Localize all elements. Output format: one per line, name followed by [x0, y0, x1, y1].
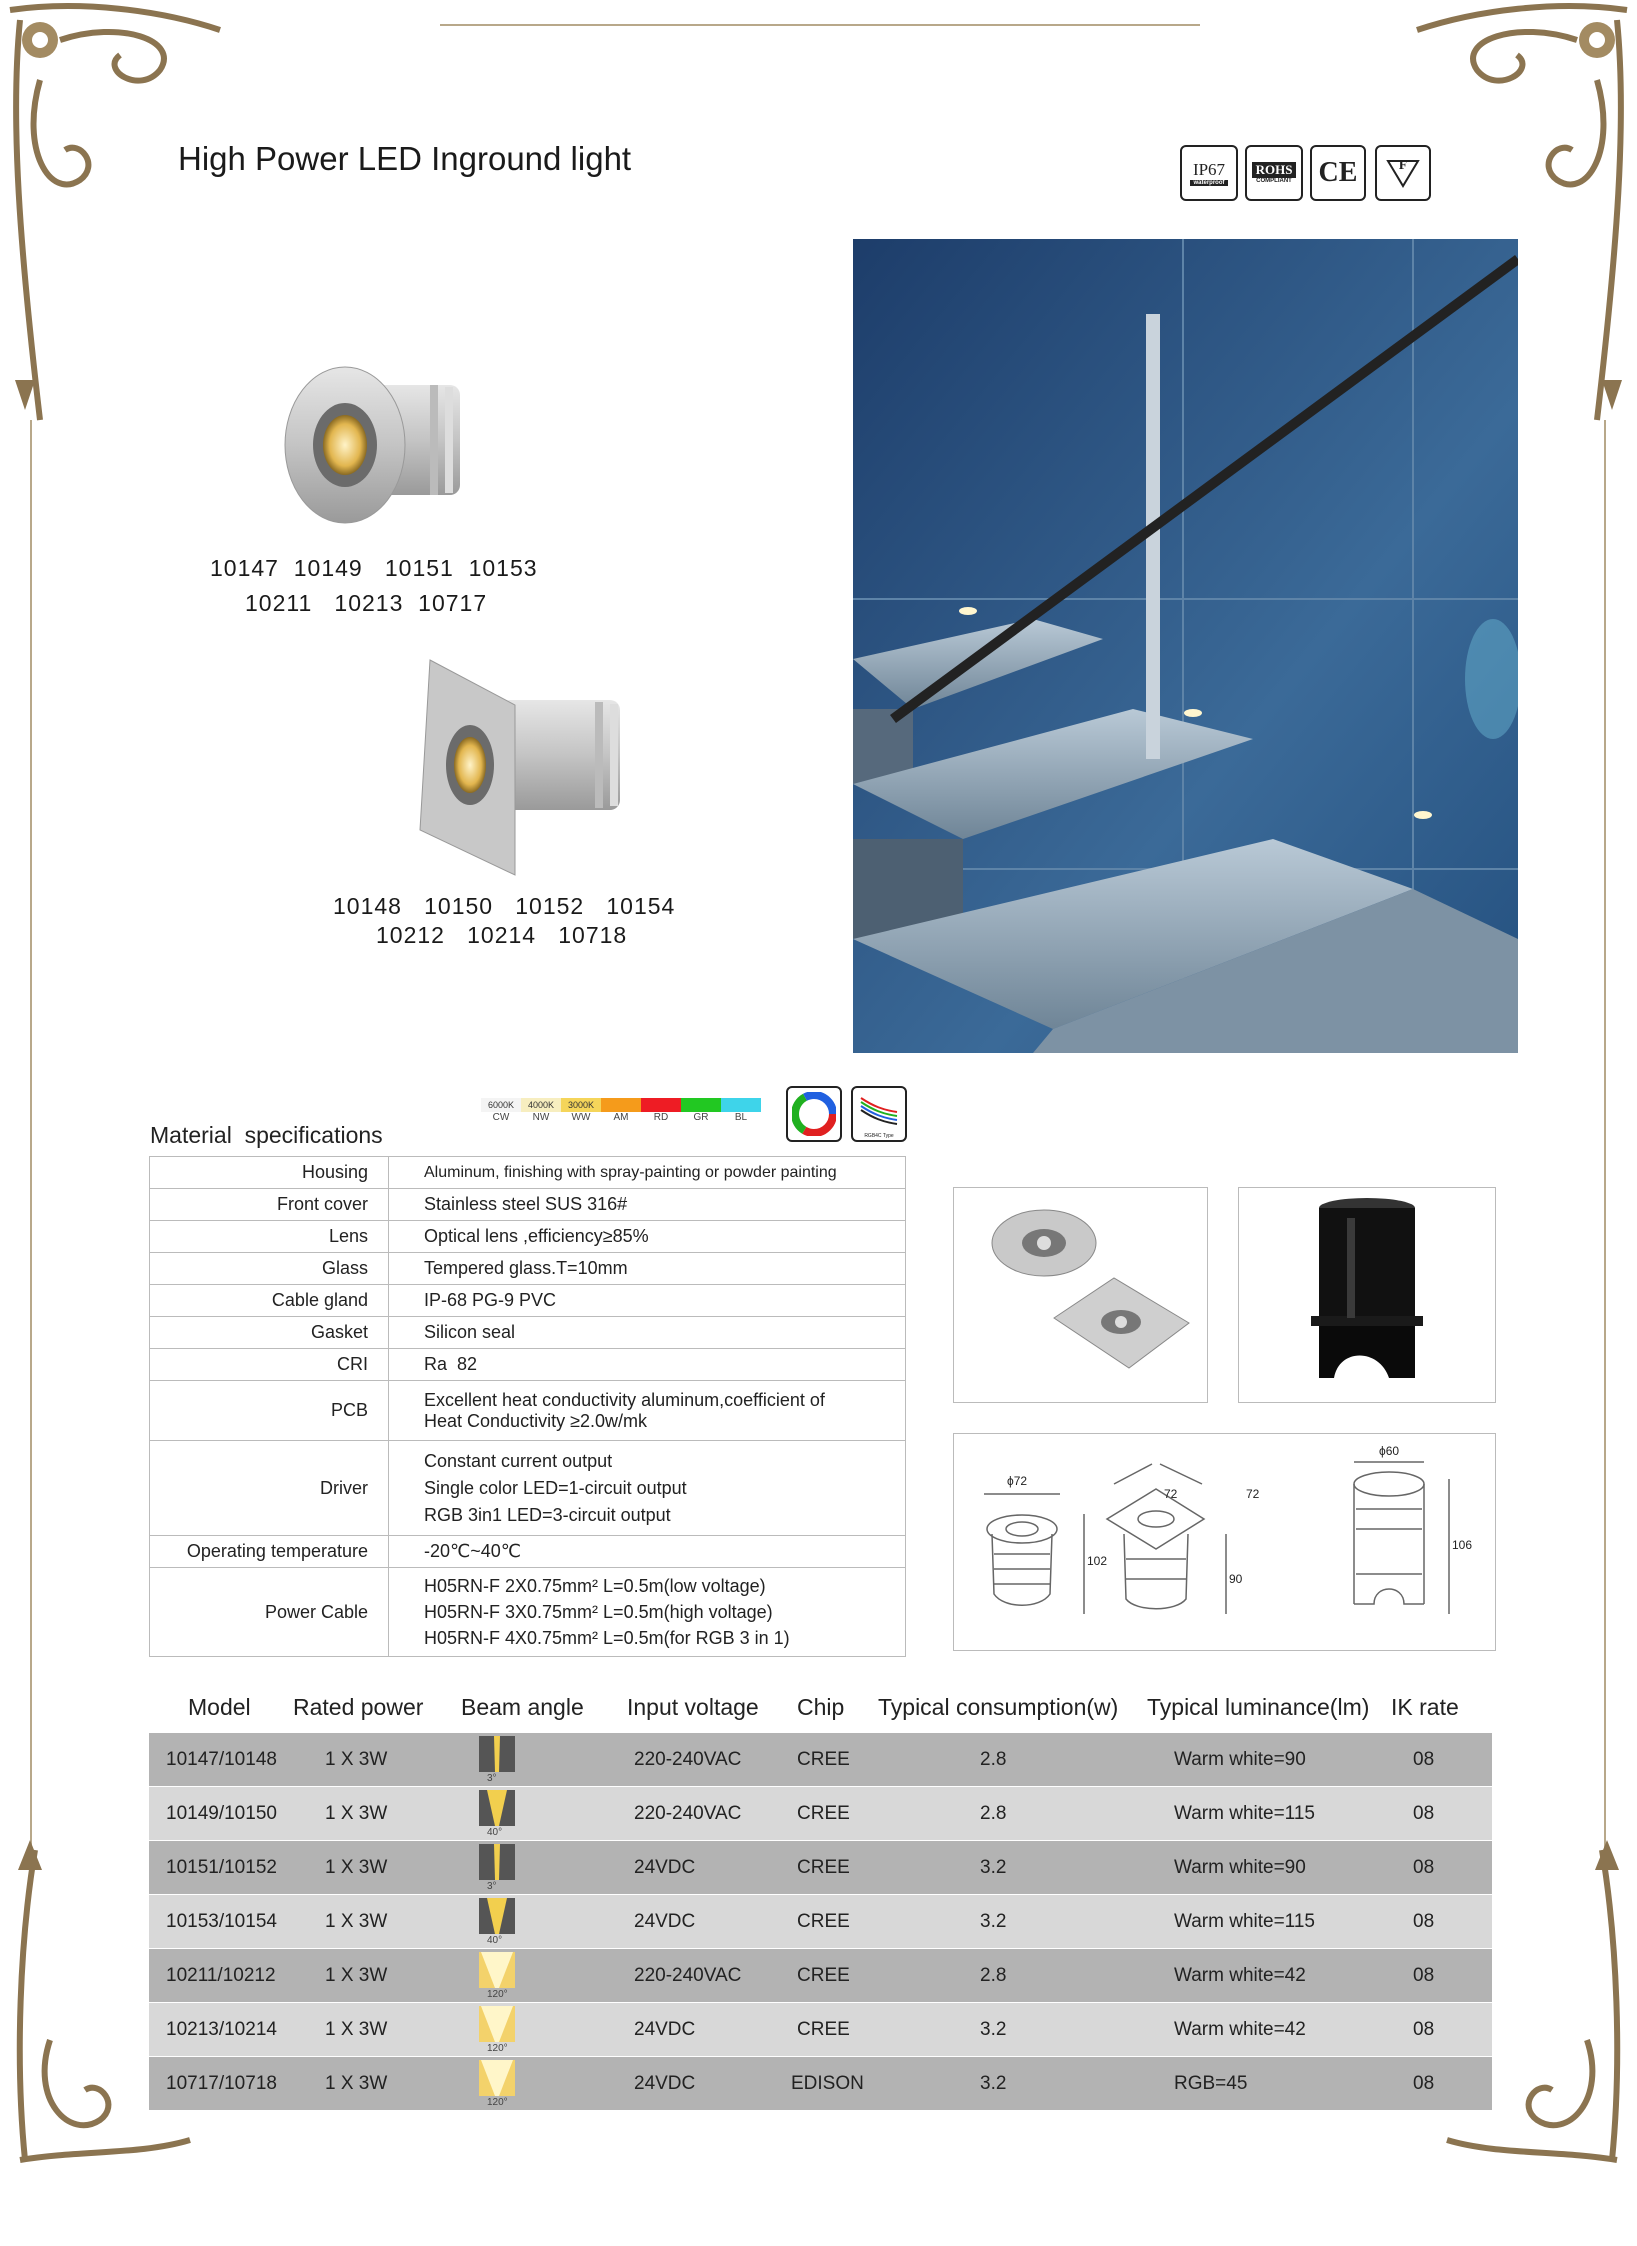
round-models-line2: 10211 10213 10717: [245, 590, 488, 616]
cell-rated-power: 1 X 3W: [325, 1965, 388, 1986]
swatch-row: [481, 1098, 761, 1112]
round-product-image: [260, 355, 490, 555]
spec-value: Silicon seal: [389, 1317, 906, 1349]
spec-row-front-cover: [150, 1189, 906, 1221]
spec-row-lens: [150, 1221, 906, 1253]
beam-angle-label: 120°: [487, 2043, 508, 2054]
spec-value: Ra 82: [389, 1349, 906, 1381]
spec-value-line: Constant current output: [424, 1450, 613, 1471]
spec-key: Operating temperature: [150, 1536, 389, 1568]
cell-rated-power: 1 X 3W: [325, 1803, 388, 1824]
cell-luminance: Warm white=42: [1174, 2019, 1306, 2040]
cable-wires-icon: [853, 1088, 905, 1128]
cell-chip: CREE: [797, 1749, 850, 1770]
beam-angle-label: 3°: [487, 1773, 497, 1784]
staircase-photo: [853, 239, 1518, 1053]
header-ik-rate: IK rate: [1391, 1694, 1459, 1720]
cell-ik-rate: 08: [1413, 1965, 1435, 1986]
header-rated-power: Rated power: [293, 1694, 424, 1720]
ornament-top-left: [0, 0, 230, 430]
cell-luminance: Warm white=115: [1174, 1803, 1315, 1824]
spec-row-power-cable: [150, 1568, 906, 1657]
beam-cone: [494, 1736, 500, 1772]
dim-square-side-b: 72: [1246, 1487, 1260, 1501]
rohs-badge: [1245, 145, 1303, 201]
cell-rated-power: 1 X 3W: [325, 1911, 388, 1932]
cell-rated-power: 1 X 3W: [325, 2073, 388, 2094]
spec-key: Housing: [150, 1157, 389, 1189]
embedded-sleeve-image: [1239, 1188, 1495, 1402]
cell-input-voltage: 24VDC: [634, 2073, 696, 2094]
spec-value-line: Heat Conductivity ≥2.0w/mk: [424, 1410, 647, 1431]
table-row: [149, 1787, 1492, 1840]
embedded-sleeve-photo: [1238, 1187, 1496, 1403]
cell-chip: EDISON: [791, 2073, 864, 2094]
swatch-gr: [681, 1098, 721, 1112]
frame-right-line: [1604, 420, 1606, 1850]
beam-angle-label: 40°: [487, 1827, 503, 1838]
spec-key: Glass: [150, 1253, 389, 1285]
swatch-label-rd: RD: [653, 1112, 669, 1123]
spec-value-line: H05RN-F 4X0.75mm² L=0.5m(for RGB 3 in 1): [424, 1628, 790, 1648]
material-spec-table: [149, 1156, 906, 1657]
beam-cone: [494, 1844, 500, 1880]
rohs-sub-label: COMPLIANT: [1256, 178, 1292, 184]
cell-model: 10211/10212: [166, 1965, 276, 1986]
spec-value-line: H05RN-F 3X0.75mm² L=0.5m(high voltage): [424, 1602, 773, 1622]
cell-luminance: Warm white=90: [1174, 1857, 1306, 1878]
cell-chip: CREE: [797, 1803, 850, 1824]
table-row: [149, 1895, 1492, 1948]
dim-round-diameter: ϕ72: [1007, 1474, 1028, 1488]
header-beam-angle: Beam angle: [461, 1694, 584, 1720]
spec-value-line: Excellent heat conductivity aluminum,coefficient of: [424, 1389, 825, 1410]
spec-row-housing: [150, 1157, 906, 1189]
spec-row-driver: [150, 1441, 906, 1536]
cell-rated-power: 1 X 3W: [325, 1857, 388, 1878]
cell-chip: CREE: [797, 1911, 850, 1932]
frame-top-line-left: [440, 24, 1200, 26]
ce-label: CE: [1318, 157, 1358, 188]
rgb-wheel-icon: [792, 1092, 836, 1136]
cell-model: 10153/10154: [166, 1911, 277, 1932]
spec-key: Cable gland: [150, 1285, 389, 1317]
beam-angle-icon: [479, 1736, 515, 1780]
dim-square-height: 90: [1229, 1572, 1243, 1586]
swatch-label-bl: BL: [734, 1112, 748, 1123]
color-temperature-swatches: [481, 1098, 761, 1123]
cell-ik-rate: 08: [1413, 1749, 1435, 1770]
cell-luminance: Warm white=115: [1174, 1911, 1315, 1932]
swatch-label-nw: NW: [532, 1112, 550, 1123]
cell-ik-rate: 08: [1413, 2073, 1435, 2094]
ip67-label: IP67: [1192, 160, 1226, 179]
header-chip: Chip: [797, 1694, 845, 1720]
spec-value: [389, 1568, 906, 1657]
spec-value-line: RGB 3in1 LED=3-circuit output: [424, 1504, 671, 1525]
cell-luminance: Warm white=90: [1174, 1749, 1306, 1770]
cell-consumption: 3.2: [980, 2073, 1007, 2094]
dim-sleeve-diameter: ϕ60: [1379, 1444, 1400, 1458]
cell-consumption: 2.8: [980, 1965, 1007, 1986]
spec-row-operating-temperature: [150, 1536, 906, 1568]
swatch-label-ww: WW: [571, 1112, 591, 1123]
cell-consumption: 3.2: [980, 2019, 1007, 2040]
spec-key: Front cover: [150, 1189, 389, 1221]
round-models-line1: 10147 10149 10151 10153: [210, 555, 538, 581]
f-mark-badge: [1375, 145, 1431, 201]
cell-model: 10213/10214: [166, 2019, 277, 2040]
spec-row-cri: [150, 1349, 906, 1381]
cell-ik-rate: 08: [1413, 1857, 1435, 1878]
cell-input-voltage: 24VDC: [634, 1857, 696, 1878]
spec-value: IP-68 PG-9 PVC: [389, 1285, 906, 1317]
spec-value-line: Single color LED=1-circuit output: [424, 1477, 687, 1498]
ip67-sub-label: waterproof: [1190, 180, 1227, 186]
dimension-drawing-image: [954, 1434, 1495, 1650]
spec-value: -20℃~40℃: [389, 1536, 906, 1568]
spec-row-pcb: [150, 1381, 906, 1441]
spec-value: Aluminum, finishing with spray-painting or powder painting: [389, 1157, 906, 1189]
material-spec-title: Material specifications: [150, 1122, 383, 1148]
table-row: [149, 1841, 1492, 1894]
ce-badge: [1310, 145, 1366, 201]
beam-angle-label: 40°: [487, 1935, 503, 1946]
cell-model: 10149/10150: [166, 1803, 277, 1824]
beam-angle-label: 120°: [487, 1989, 508, 2000]
square-product-image: [415, 650, 645, 880]
spec-key: PCB: [150, 1381, 389, 1441]
frame-left-line: [30, 420, 32, 1850]
swatch-cw: 6000K: [481, 1098, 521, 1112]
fixtures-top-view-photo: [953, 1187, 1208, 1403]
spec-value: [389, 1381, 906, 1441]
spec-row-gasket: [150, 1317, 906, 1349]
header-typical-consumption: Typical consumption(w): [878, 1694, 1119, 1720]
page-title: High Power LED Inground light: [178, 140, 632, 177]
cell-rated-power: 1 X 3W: [325, 1749, 388, 1770]
fixtures-top-view-image: [954, 1188, 1207, 1402]
cell-ik-rate: 08: [1413, 1803, 1435, 1824]
table-row: [149, 2057, 1492, 2110]
cell-chip: CREE: [797, 2019, 850, 2040]
dimension-drawing: [953, 1433, 1496, 1651]
spec-key: Gasket: [150, 1317, 389, 1349]
spec-row-cable-gland: [150, 1285, 906, 1317]
spec-value: Stainless steel SUS 316#: [389, 1189, 906, 1221]
table-row: [149, 2003, 1492, 2056]
cell-luminance: RGB=45: [1174, 2073, 1248, 2094]
spec-key: CRI: [150, 1349, 389, 1381]
swatch-label-gr: GR: [693, 1112, 709, 1123]
spec-value-line: H05RN-F 2X0.75mm² L=0.5m(low voltage): [424, 1576, 766, 1596]
beam-angle-label: 3°: [487, 1881, 497, 1892]
table-row: [149, 1733, 1492, 1786]
spec-value: Optical lens ,efficiency≥85%: [389, 1221, 906, 1253]
cell-input-voltage: 220-240VAC: [634, 1749, 742, 1770]
header-input-voltage: Input voltage: [627, 1694, 759, 1720]
spec-row-glass: [150, 1253, 906, 1285]
swatch-am: [601, 1098, 641, 1112]
cell-consumption: 2.8: [980, 1749, 1007, 1770]
dim-square-side-a: 72: [1164, 1487, 1178, 1501]
square-models-line2: 10212 10214 10718: [376, 922, 628, 948]
ip67-badge: [1180, 145, 1238, 201]
spec-value: [389, 1441, 906, 1536]
cell-consumption: 2.8: [980, 1803, 1007, 1824]
rgb4c-label: RGB4C Type: [864, 1133, 894, 1139]
cell-chip: CREE: [797, 1965, 850, 1986]
cell-input-voltage: 24VDC: [634, 2019, 696, 2040]
swatch-nw: 4000K: [521, 1098, 561, 1112]
table-row: [149, 1949, 1492, 2002]
cell-consumption: 3.2: [980, 1911, 1007, 1932]
beam-angle-label: 120°: [487, 2097, 508, 2108]
cell-rated-power: 1 X 3W: [325, 2019, 388, 2040]
cell-luminance: Warm white=42: [1174, 1965, 1306, 1986]
square-models-line1: 10148 10150 10152 10154: [333, 893, 676, 919]
swatch-labels: [481, 1112, 761, 1123]
cell-chip: CREE: [797, 1857, 850, 1878]
header-typical-luminance: Typical luminance(lm): [1147, 1694, 1370, 1720]
cell-model: 10151/10152: [166, 1857, 277, 1878]
cell-input-voltage: 220-240VAC: [634, 1803, 742, 1824]
dim-round-height: 102: [1087, 1554, 1108, 1568]
rgb4c-badge: [851, 1086, 907, 1142]
cell-ik-rate: 08: [1413, 1911, 1435, 1932]
spec-key: Driver: [150, 1441, 389, 1536]
cell-input-voltage: 220-240VAC: [634, 1965, 742, 1986]
swatch-rd: [641, 1098, 681, 1112]
swatch-label-cw: CW: [492, 1112, 510, 1123]
rgb-wheel-badge: [786, 1086, 842, 1142]
cell-model: 10147/10148: [166, 1749, 277, 1770]
spec-value: Tempered glass.T=10mm: [389, 1253, 906, 1285]
cell-input-voltage: 24VDC: [634, 1911, 696, 1932]
cell-model: 10717/10718: [166, 2073, 277, 2094]
swatch-ww: 3000K: [561, 1098, 601, 1112]
beam-angle-icon: [479, 1844, 515, 1888]
rohs-label: ROHS: [1252, 162, 1297, 178]
header-model: Model: [188, 1694, 251, 1720]
spec-key: Lens: [150, 1221, 389, 1253]
spec-key: Power Cable: [150, 1568, 389, 1657]
swatch-label-am: AM: [613, 1112, 629, 1123]
dim-sleeve-height: 106: [1452, 1538, 1473, 1552]
f-mark-label: F: [1398, 158, 1408, 173]
cell-ik-rate: 08: [1413, 2019, 1435, 2040]
swatch-bl: [721, 1098, 761, 1112]
cell-consumption: 3.2: [980, 1857, 1007, 1878]
